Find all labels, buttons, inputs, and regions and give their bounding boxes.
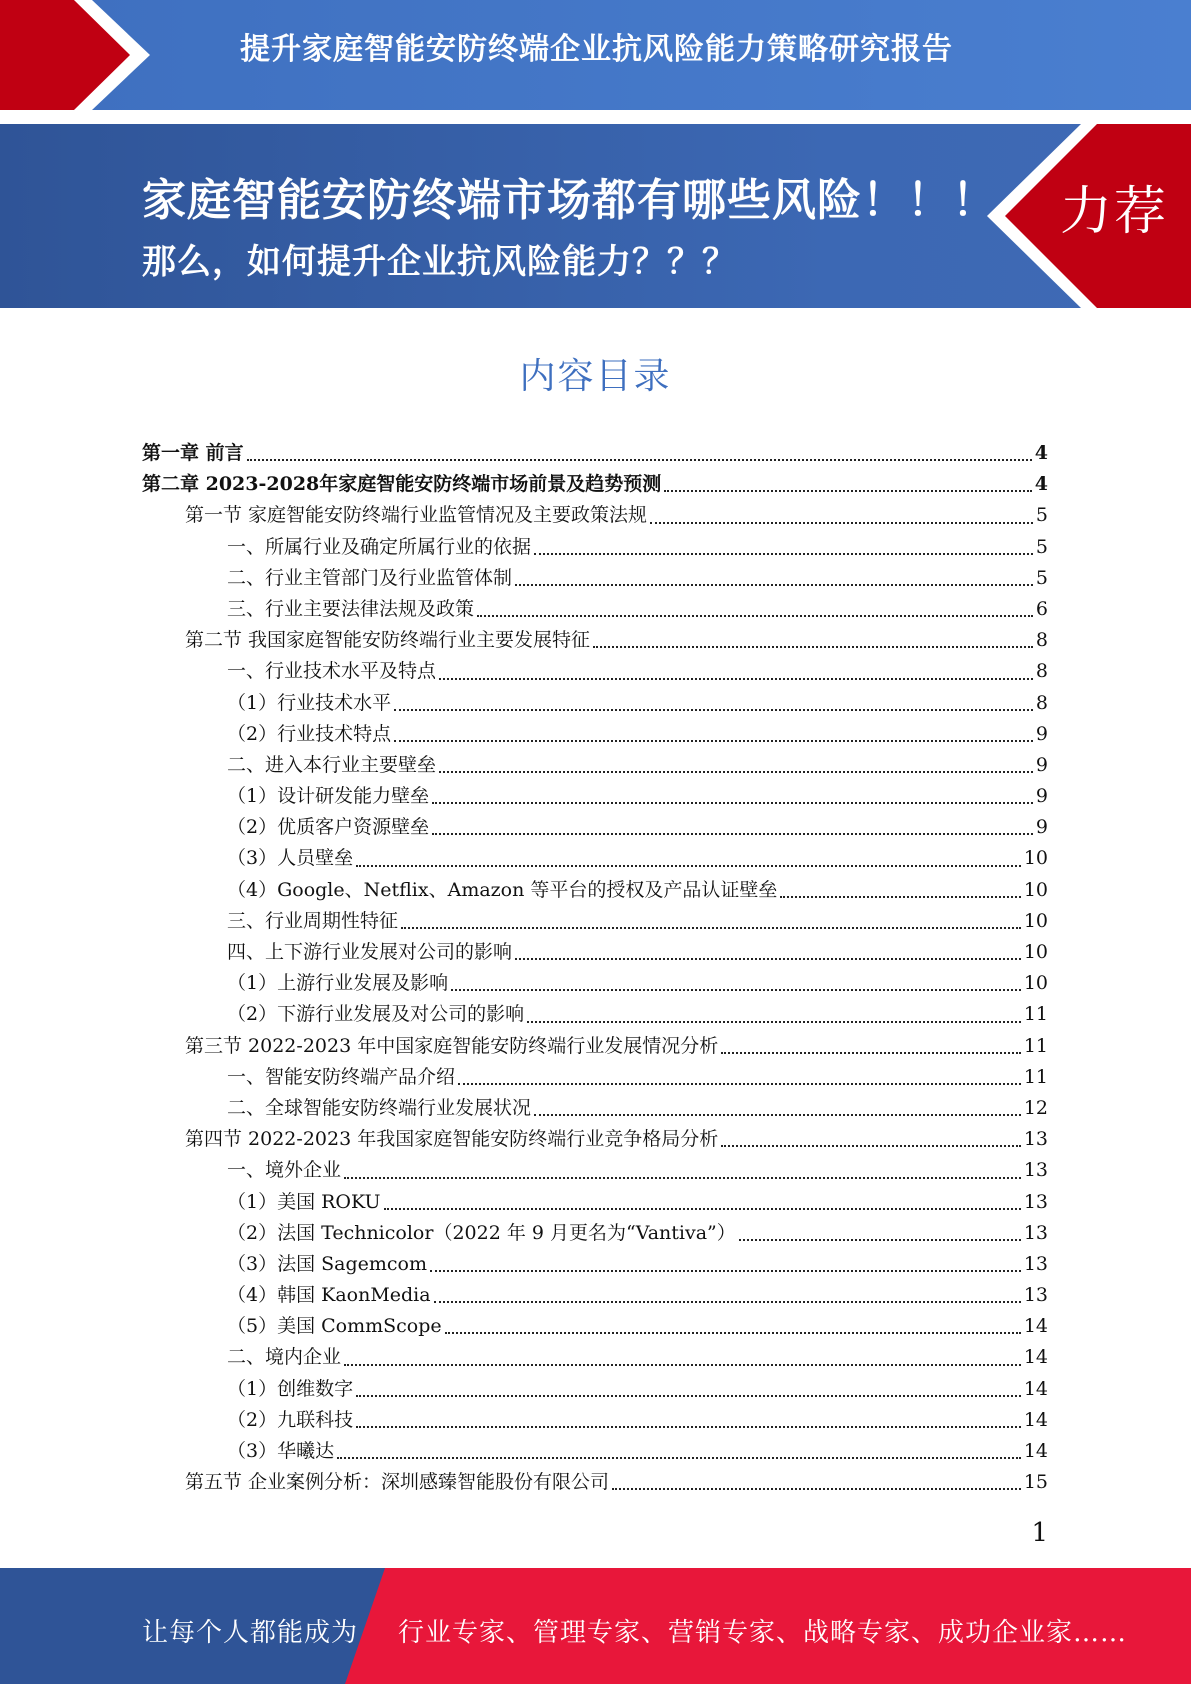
toc-entry[interactable] bbox=[142, 1249, 1048, 1280]
toc-entry-page: 11 bbox=[1023, 1065, 1048, 1088]
toc-entry-title: （2）九联科技 bbox=[227, 1408, 354, 1431]
toc-entry-title: （3）华曦达 bbox=[227, 1440, 335, 1462]
toc-entry[interactable] bbox=[142, 812, 1048, 843]
toc-entry-title: 第一章 前言 bbox=[142, 442, 244, 464]
toc-entry-page: 10 bbox=[1023, 909, 1048, 932]
toc-entry[interactable] bbox=[142, 688, 1048, 719]
toc-dot-leader bbox=[344, 1363, 1021, 1366]
toc-entry-title: 第四节 2022-2023 年我国家庭智能安防终端行业竞争格局分析 bbox=[185, 1128, 719, 1151]
toc-dot-leader bbox=[356, 864, 1021, 867]
toc-entry-page: 10 bbox=[1023, 878, 1048, 901]
toc-entry[interactable] bbox=[142, 1280, 1048, 1311]
toc-entry-title: （1）设计研发能力壁垒 bbox=[227, 785, 430, 808]
toc-entry-page: 4 bbox=[1034, 442, 1048, 464]
toc-entry[interactable] bbox=[142, 532, 1048, 563]
toc-dot-leader bbox=[664, 489, 1032, 492]
page-number: 1 bbox=[1031, 1518, 1048, 1548]
toc-entry[interactable] bbox=[142, 594, 1048, 625]
toc-entry[interactable] bbox=[142, 1311, 1048, 1342]
toc-entry[interactable] bbox=[142, 1124, 1048, 1155]
toc-dot-leader bbox=[434, 1300, 1021, 1303]
toc-entry[interactable] bbox=[142, 469, 1048, 500]
toc-entry-page: 10 bbox=[1023, 941, 1048, 963]
toc-entry[interactable] bbox=[142, 1031, 1048, 1062]
toc-dot-leader bbox=[593, 645, 1033, 648]
toc-dot-leader bbox=[394, 708, 1033, 711]
toc-entry-page: 14 bbox=[1023, 1440, 1048, 1462]
toc-entry[interactable] bbox=[142, 438, 1048, 469]
toc-entry-title: （1）美国 ROKU bbox=[227, 1190, 381, 1213]
toc-dot-leader bbox=[356, 1394, 1021, 1397]
toc-dot-leader bbox=[432, 801, 1033, 804]
toc-entry[interactable] bbox=[142, 937, 1048, 968]
toc-entry[interactable] bbox=[142, 1374, 1048, 1405]
toc-dot-leader bbox=[337, 1456, 1021, 1459]
report-title: 提升家庭智能安防终端企业抗风险能力策略研究报告 bbox=[240, 32, 953, 67]
toc-entry-page: 9 bbox=[1035, 785, 1048, 808]
toc-entry[interactable] bbox=[142, 500, 1048, 531]
toc-dot-leader bbox=[458, 1082, 1021, 1085]
toc-entry[interactable] bbox=[142, 781, 1048, 812]
toc-entry-page: 8 bbox=[1035, 660, 1048, 683]
toc-entry[interactable] bbox=[142, 1342, 1048, 1373]
toc-entry[interactable] bbox=[142, 719, 1048, 750]
toc-entry-page: 5 bbox=[1035, 566, 1048, 589]
toc-dot-leader bbox=[445, 1331, 1021, 1334]
toc-entry-title: 二、全球智能安防终端行业发展状况 bbox=[227, 1096, 532, 1119]
toc-entry-title: （3）法国 Sagemcom bbox=[227, 1252, 427, 1275]
toc-entry-title: 一、所属行业及确定所属行业的依据 bbox=[227, 535, 532, 558]
toc-entry-page: 13 bbox=[1023, 1190, 1048, 1213]
hero-subheadline: 那么，如何提升企业抗风险能力？？？ bbox=[142, 242, 737, 282]
toc-entry-title: 第二节 我国家庭智能安防终端行业主要发展特征 bbox=[185, 629, 591, 652]
toc-entry-title: （1）上游行业发展及影响 bbox=[227, 972, 449, 995]
hero-banner bbox=[0, 124, 1191, 308]
toc-entry-title: 四、上下游行业发展对公司的影响 bbox=[227, 941, 513, 963]
toc-dot-leader bbox=[394, 739, 1033, 742]
toc-entry[interactable] bbox=[142, 1187, 1048, 1218]
table-of-contents bbox=[142, 438, 1048, 1498]
toc-dot-leader bbox=[534, 552, 1033, 555]
toc-entry[interactable] bbox=[142, 1405, 1048, 1436]
toc-entry[interactable] bbox=[142, 1218, 1048, 1249]
toc-entry-title: （4）韩国 KaonMedia bbox=[227, 1284, 431, 1307]
toc-dot-leader bbox=[477, 614, 1033, 617]
toc-entry-page: 13 bbox=[1023, 1221, 1048, 1244]
toc-dot-leader bbox=[344, 1176, 1021, 1179]
toc-entry-title: 二、行业主管部门及行业监管体制 bbox=[227, 566, 513, 589]
toc-dot-leader bbox=[401, 926, 1021, 929]
toc-entry-page: 14 bbox=[1023, 1408, 1048, 1431]
toc-entry-page: 11 bbox=[1023, 1003, 1048, 1026]
toc-dot-leader bbox=[739, 1238, 1021, 1241]
toc-entry-page: 8 bbox=[1035, 691, 1048, 714]
toc-entry[interactable] bbox=[142, 750, 1048, 781]
toc-dot-leader bbox=[439, 770, 1033, 773]
toc-entry-page: 15 bbox=[1023, 1471, 1048, 1494]
toc-entry-title: 一、行业技术水平及特点 bbox=[227, 660, 437, 683]
toc-entry-title: 第三节 2022-2023 年中国家庭智能安防终端行业发展情况分析 bbox=[185, 1034, 719, 1057]
toc-entry-page: 13 bbox=[1023, 1159, 1048, 1182]
toc-dot-leader bbox=[515, 583, 1033, 586]
toc-dot-leader bbox=[247, 458, 1032, 461]
toc-entry-page: 11 bbox=[1023, 1034, 1048, 1057]
toc-entry-title: 三、行业周期性特征 bbox=[227, 909, 399, 932]
toc-entry[interactable] bbox=[142, 1155, 1048, 1186]
recommend-badge-text: 力荐 bbox=[1060, 182, 1169, 242]
toc-entry[interactable] bbox=[142, 1467, 1048, 1498]
toc-entry-page: 9 bbox=[1035, 722, 1048, 745]
toc-entry-title: （2）下游行业发展及对公司的影响 bbox=[227, 1003, 525, 1026]
toc-entry-page: 13 bbox=[1023, 1252, 1048, 1275]
toc-entry-page: 12 bbox=[1023, 1096, 1048, 1119]
toc-entry-page: 13 bbox=[1023, 1128, 1048, 1151]
footer-slogan-right: 行业专家、管理专家、营销专家、战略专家、成功企业家…… bbox=[398, 1618, 1128, 1648]
toc-entry-page: 10 bbox=[1023, 972, 1048, 995]
toc-entry-title: （3）人员壁垒 bbox=[227, 847, 354, 870]
toc-entry[interactable] bbox=[142, 906, 1048, 937]
toc-entry-page: 5 bbox=[1035, 535, 1048, 558]
toc-entry-title: 第五节 企业案例分析：深圳感臻智能股份有限公司 bbox=[185, 1471, 610, 1494]
toc-entry-page: 10 bbox=[1023, 847, 1048, 870]
toc-dot-leader bbox=[650, 521, 1033, 524]
header-bar bbox=[0, 0, 1191, 110]
toc-entry-title: 三、行业主要法律法规及政策 bbox=[227, 597, 475, 620]
toc-dot-leader bbox=[439, 677, 1033, 680]
toc-entry-title: 二、境内企业 bbox=[227, 1346, 342, 1369]
toc-dot-leader bbox=[430, 1269, 1021, 1272]
toc-entry-page: 13 bbox=[1023, 1284, 1048, 1307]
toc-entry-page: 5 bbox=[1035, 504, 1048, 527]
toc-entry[interactable] bbox=[142, 625, 1048, 656]
toc-entry[interactable] bbox=[142, 1062, 1048, 1093]
toc-dot-leader bbox=[432, 832, 1033, 835]
toc-entry-page: 6 bbox=[1035, 597, 1048, 620]
toc-entry-title: （1）行业技术水平 bbox=[227, 691, 392, 714]
toc-dot-leader bbox=[721, 1144, 1021, 1147]
toc-entry-title: （2）优质客户资源壁垒 bbox=[227, 816, 430, 839]
toc-entry-title: （2）法国 Technicolor（2022 年 9 月更名为“Vantiva”） bbox=[227, 1221, 736, 1244]
toc-heading: 内容目录 bbox=[519, 356, 672, 397]
toc-dot-leader bbox=[721, 1051, 1021, 1054]
toc-dot-leader bbox=[527, 1020, 1021, 1023]
toc-entry[interactable] bbox=[142, 563, 1048, 594]
toc-dot-leader bbox=[515, 957, 1021, 960]
toc-entry-title: （5）美国 CommScope bbox=[227, 1315, 442, 1338]
toc-dot-leader bbox=[534, 1113, 1021, 1116]
footer-slogan-left: 让每个人都能成为 bbox=[142, 1618, 359, 1648]
toc-entry-title: （4）Google、Netflix、Amazon 等平台的授权及产品认证壁垒 bbox=[227, 878, 778, 901]
toc-entry[interactable] bbox=[142, 968, 1048, 999]
toc-entry[interactable] bbox=[142, 656, 1048, 687]
toc-entry-page: 8 bbox=[1035, 629, 1048, 652]
toc-entry-title: 一、智能安防终端产品介绍 bbox=[227, 1065, 456, 1088]
toc-entry-page: 9 bbox=[1035, 753, 1048, 776]
toc-entry[interactable] bbox=[142, 1436, 1048, 1467]
header-arrow-decoration bbox=[0, 0, 160, 110]
toc-dot-leader bbox=[612, 1487, 1021, 1490]
hero-headline: 家庭智能安防终端市场都有哪些风险！！！ bbox=[142, 175, 997, 226]
toc-entry-page: 9 bbox=[1035, 816, 1048, 839]
toc-entry-title: （1）创维数字 bbox=[227, 1377, 354, 1400]
toc-entry-page: 14 bbox=[1023, 1377, 1048, 1400]
toc-entry-title: 二、进入本行业主要壁垒 bbox=[227, 753, 437, 776]
toc-entry-page: 4 bbox=[1034, 473, 1048, 496]
toc-entry-title: 第一节 家庭智能安防终端行业监管情况及主要政策法规 bbox=[185, 504, 648, 527]
toc-dot-leader bbox=[384, 1207, 1021, 1210]
toc-entry-page: 14 bbox=[1023, 1315, 1048, 1338]
toc-dot-leader bbox=[780, 895, 1020, 898]
toc-entry[interactable] bbox=[142, 843, 1048, 874]
toc-entry[interactable] bbox=[142, 1093, 1048, 1124]
toc-dot-leader bbox=[356, 1425, 1021, 1428]
toc-entry-title: （2）行业技术特点 bbox=[227, 722, 392, 745]
toc-entry-page: 14 bbox=[1023, 1346, 1048, 1369]
toc-dot-leader bbox=[451, 988, 1021, 991]
toc-entry[interactable] bbox=[142, 999, 1048, 1030]
toc-entry[interactable] bbox=[142, 875, 1048, 906]
toc-entry-title: 第二章 2023-2028年家庭智能安防终端市场前景及趋势预测 bbox=[142, 473, 662, 496]
toc-entry-title: 一、境外企业 bbox=[227, 1159, 342, 1182]
